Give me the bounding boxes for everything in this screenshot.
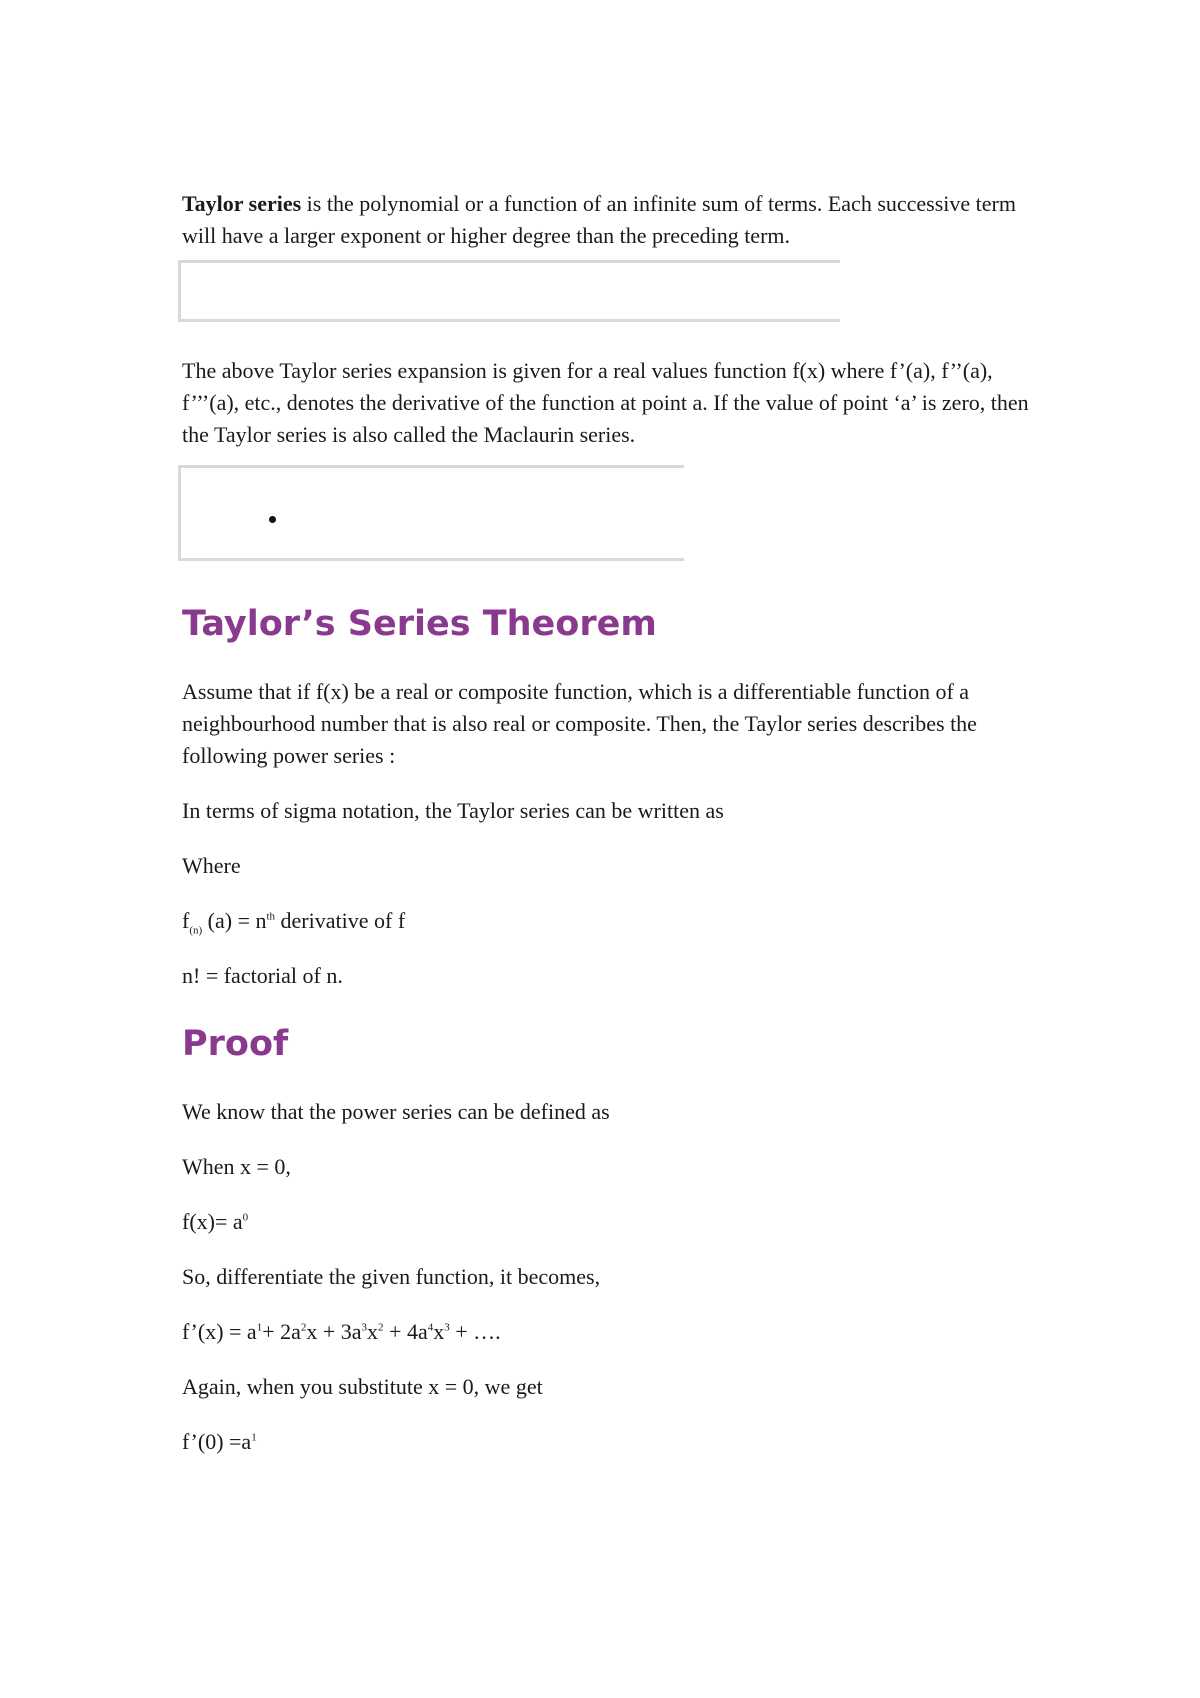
nth-end: derivative of f	[275, 908, 406, 933]
theorem-heading: Taylor’s Series Theorem	[182, 604, 657, 644]
where-label: Where	[182, 853, 241, 878]
sigma-paragraph: In terms of sigma notation, the Taylor series can be written as	[182, 798, 724, 823]
formula-placeholder-box	[178, 260, 840, 322]
proof-line-1: We know that the power series can be defined as	[182, 1099, 610, 1124]
factorial-line: n! = factorial of n.	[182, 963, 343, 988]
fx-sub: 0	[242, 1211, 249, 1224]
nth-th-sup: th	[266, 910, 276, 923]
proof-line-2: When x = 0,	[182, 1154, 291, 1179]
intro-term: Taylor series	[182, 191, 302, 216]
deriv-part-3: x + 3a	[306, 1319, 362, 1344]
bullet-icon	[269, 516, 276, 523]
proof-fx-line	[182, 1206, 1042, 1238]
proof-derivative-line	[182, 1316, 1042, 1348]
deriv-part-6: x	[433, 1319, 445, 1344]
fx-text: f(x)= a	[182, 1209, 243, 1234]
embedded-list-box	[178, 465, 684, 561]
proof-line-4: Again, when you substitute x = 0, we get	[182, 1374, 543, 1399]
proof-f0-line	[182, 1426, 1042, 1458]
theorem-paragraph: Assume that if f(x) be a real or composite function, which is a differentiable function of a neighbourhood number that is also real or composite. Then, the Taylor series describes the following power series :	[182, 679, 977, 768]
deriv-sup-4: 2	[378, 1321, 384, 1334]
intro-text: is the polynomial or a function of an infinite sum of terms. Each successive term will have a larger exponent or higher degree than the preceding term.	[182, 191, 1016, 248]
deriv-sup-6: 3	[444, 1321, 450, 1334]
f0-text: f’(0) =a	[182, 1429, 252, 1454]
deriv-part-5: + 4a	[383, 1319, 428, 1344]
expansion-paragraph: The above Taylor series expansion is given for a real values function f(x) where f’(a), f’’(a), f’’’(a), etc., denotes the derivative of the function at point a. If the value of point ‘a’ is zero, then the Taylor series is also called the Maclaurin series.	[182, 358, 1029, 447]
nth-n-sub: (n)	[189, 924, 203, 937]
deriv-part-1: f’(x) = a	[182, 1319, 257, 1344]
nth-f: f	[182, 908, 190, 933]
deriv-sup-3: 3	[361, 1321, 368, 1334]
deriv-part-2: + 2a	[262, 1319, 301, 1344]
nth-mid: (a) = n	[202, 908, 267, 933]
deriv-sup-1: 1	[256, 1321, 263, 1334]
deriv-part-4: x	[367, 1319, 379, 1344]
document-page	[182, 188, 1042, 1458]
deriv-part-7: + ….	[449, 1319, 501, 1344]
deriv-sup-2: 2	[300, 1321, 307, 1334]
proof-heading: Proof	[182, 1024, 289, 1064]
deriv-sup-5: 4	[427, 1321, 434, 1334]
proof-line-3: So, differentiate the given function, it becomes,	[182, 1264, 601, 1289]
intro-paragraph	[182, 188, 1042, 252]
f0-sub: 1	[251, 1431, 257, 1444]
nth-derivative-line	[182, 905, 1042, 937]
